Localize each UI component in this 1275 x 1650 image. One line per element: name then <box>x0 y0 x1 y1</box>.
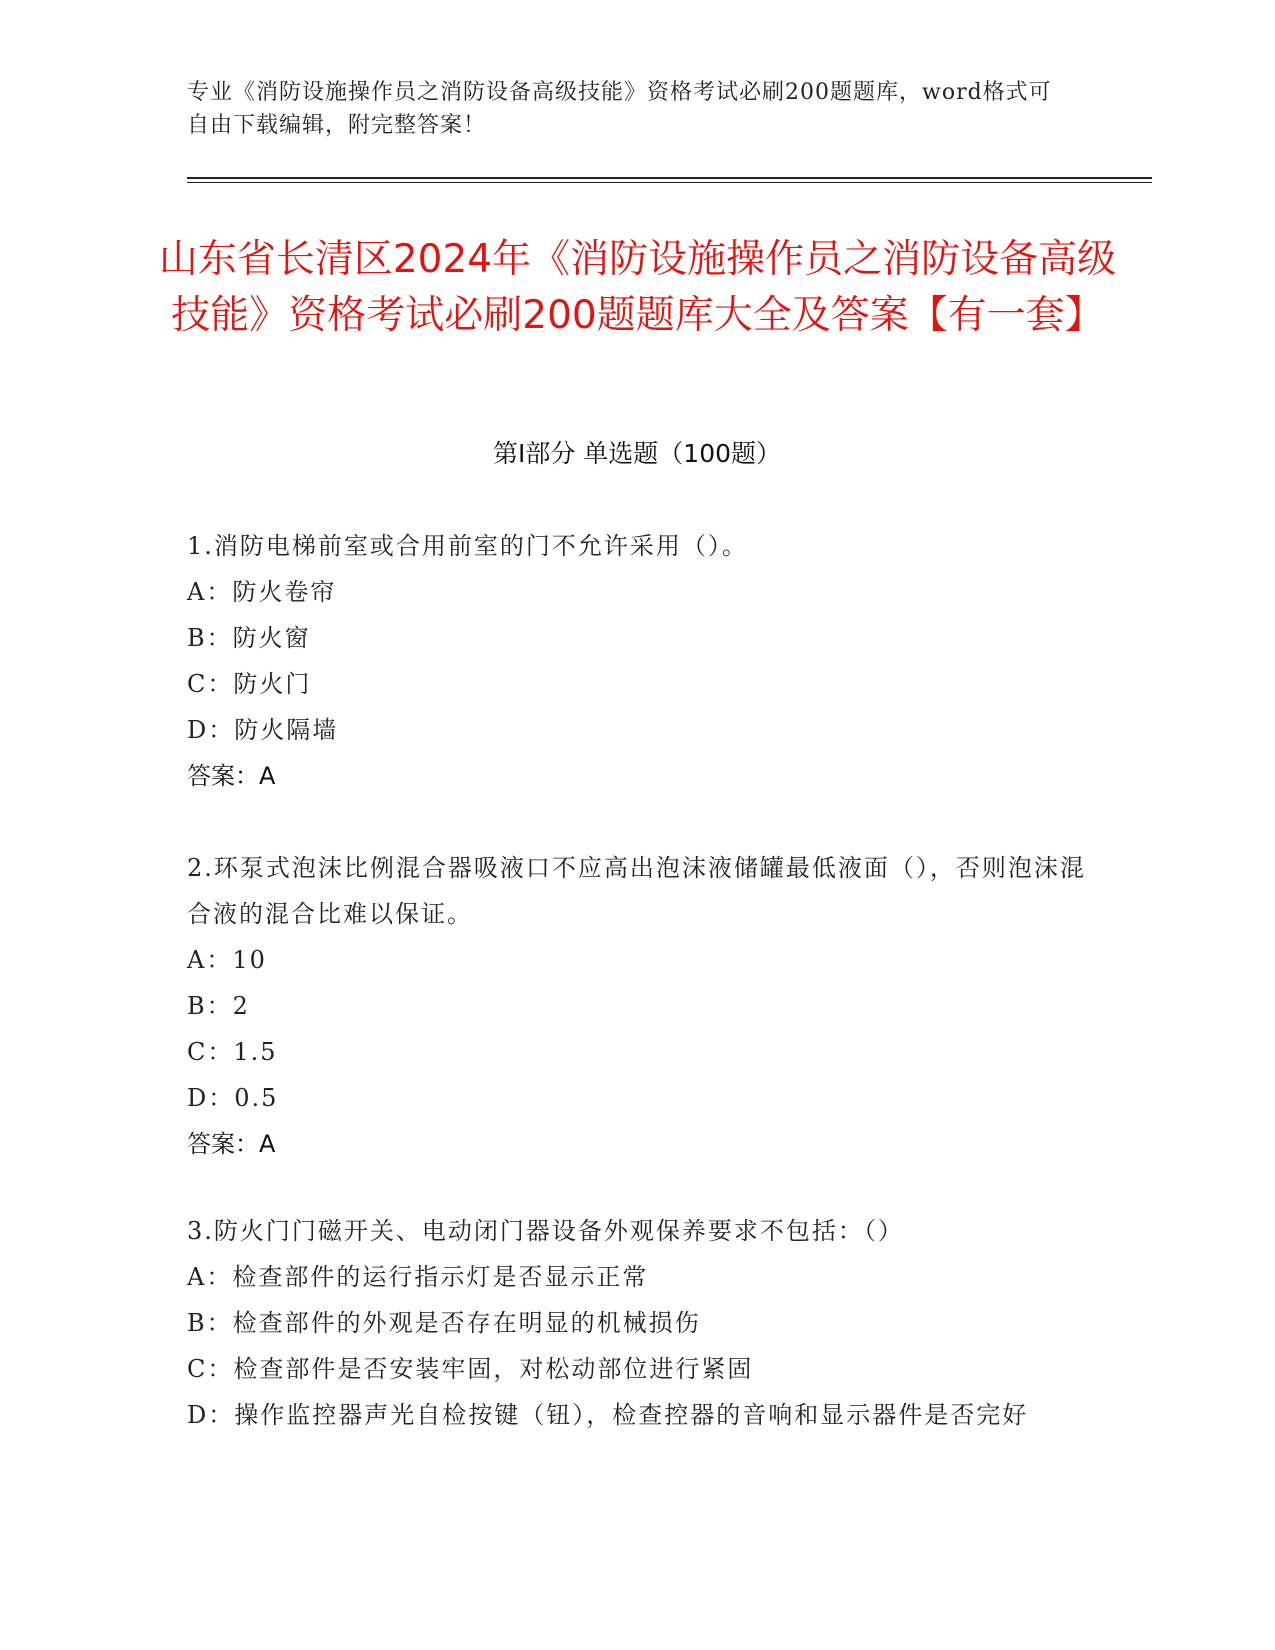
header-note: 专业《消防设施操作员之消防设备高级技能》资格考试必刷200题题库，word格式可自由下载编辑，附完整答案！ <box>187 80 1052 138</box>
option-a: A：10 <box>187 946 267 974</box>
document-title: 山东省长清区2024年《消防设施操作员之消防设备高级技能》资格考试必刷200题题库大全及答案【有一套】 <box>158 237 1117 338</box>
question-3 <box>187 1208 1087 1438</box>
option-d: D：操作监控器声光自检按键（钮），检查控器的音响和显示器件是否完好 <box>187 1401 1029 1429</box>
option-d: D：0.5 <box>187 1084 279 1112</box>
option-c: C：检查部件是否安装牢固，对松动部位进行紧固 <box>187 1355 754 1383</box>
option-a: A：防火卷帘 <box>187 578 337 606</box>
answer: 答案：A <box>187 1130 276 1158</box>
option-b: B：2 <box>187 992 250 1020</box>
option-b: B：检查部件的外观是否存在明显的机械损伤 <box>187 1309 701 1337</box>
option-a: A：检查部件的运行指示灯是否显示正常 <box>187 1263 649 1291</box>
question-stem: 1.消防电梯前室或合用前室的门不允许采用（）。 <box>187 532 748 560</box>
section-title: 第Ⅰ部分 单选题（100题） <box>492 439 782 468</box>
question-1 <box>187 523 1087 799</box>
question-stem: 2.环泵式泡沫比例混合器吸液口不应高出泡沫液储罐最低液面（），否则泡沫混合液的混合比难以保证。 <box>187 854 1086 928</box>
question-2 <box>187 845 1087 1167</box>
answer: 答案：A <box>187 762 276 790</box>
question-stem: 3.防火门门磁开关、电动闭门器设备外观保养要求不包括：（） <box>187 1217 904 1245</box>
header-divider <box>187 177 1152 179</box>
option-d: D：防火隔墙 <box>187 716 339 744</box>
option-b: B：防火窗 <box>187 624 311 652</box>
option-c: C：防火门 <box>187 670 312 698</box>
header-divider-thin <box>187 182 1152 183</box>
option-c: C：1.5 <box>187 1038 278 1066</box>
